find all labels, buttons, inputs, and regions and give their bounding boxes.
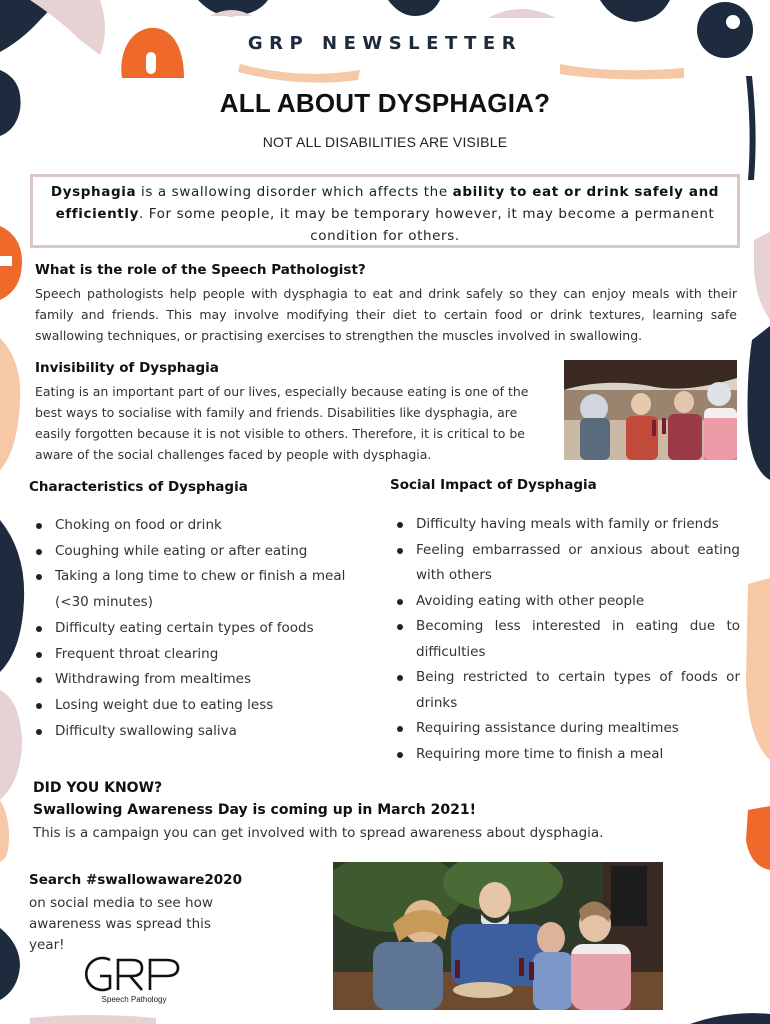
newsletter-label: GRP NEWSLETTER — [247, 33, 523, 54]
did-you-know-subheading: Swallowing Awareness Day is coming up in March 2021! — [33, 802, 476, 818]
did-you-know-body: This is a campaign you can get involved with to spread awareness about dysphagia. — [33, 825, 604, 841]
characteristics-heading: Characteristics of Dysphagia — [29, 479, 248, 495]
photo-friends-at-cafe — [333, 862, 663, 1010]
intro-text-2: . For some people, it may be temporary however, it may become a permanent condition for others. — [139, 206, 715, 244]
did-you-know-heading: DID YOU KNOW? — [33, 780, 163, 796]
list-item: Feeling embarrassed or anxious about eating with others — [390, 538, 740, 589]
intro-box — [30, 174, 740, 248]
list-item: Requiring assistance during mealtimes — [390, 716, 740, 742]
svg-text:Speech Pathology: Speech Pathology — [101, 995, 167, 1004]
list-item: Becoming less interested in eating due to difficulties — [390, 614, 740, 665]
social-impact-heading: Social Impact of Dysphagia — [390, 477, 597, 493]
intro-term: Dysphagia — [50, 184, 137, 200]
role-body: Speech pathologists help people with dysphagia to eat and drink safely so they can enjoy meals with their family and friends. This may involve modifying their diet to certain food or drink textures, learning safe swallowing techniques, or practising exercises to strengthen the muscles involved in swallowing. — [35, 286, 737, 343]
social-impact-list — [390, 512, 740, 767]
list-item: Avoiding eating with other people — [390, 589, 740, 615]
intro-emphasis: ability to eat or drink safely and efficiently — [55, 184, 720, 222]
list-item: Withdrawing from mealtimes — [29, 667, 364, 693]
search-hashtag-heading: Search #swallowaware2020 — [29, 872, 242, 888]
search-hashtag-body: on social media to see how awareness was spread this year! — [29, 895, 213, 953]
list-item: Choking on food or drink — [29, 513, 364, 539]
invisibility-body: Eating is an important part of our lives, especially because eating is one of the best ways to socialise with family and friends. Disabilities like dysphagia, are easily forgotten because it is not visible to others. Therefore, it is critical to be aware of the social challenges faced by people with dysphagia. — [35, 384, 529, 462]
grp-logo — [84, 952, 184, 1007]
list-item: Frequent throat clearing — [29, 642, 364, 668]
intro-text-1: is a swallowing disorder which affects the — [136, 184, 453, 200]
role-heading: What is the role of the Speech Pathologist? — [35, 262, 366, 278]
list-item: Difficulty swallowing saliva — [29, 719, 364, 745]
characteristics-list — [29, 513, 364, 744]
list-item: Coughing while eating or after eating — [29, 539, 364, 565]
page-title: ALL ABOUT DYSPHAGIA? — [219, 88, 551, 118]
list-item: Being restricted to certain types of foods or drinks — [390, 665, 740, 716]
list-item: Requiring more time to finish a meal — [390, 742, 740, 768]
page-subtitle: NOT ALL DISABILITIES ARE VISIBLE — [262, 134, 508, 150]
list-item: Losing weight due to eating less — [29, 693, 364, 719]
list-item: Taking a long time to chew or finish a meal (<30 minutes) — [29, 564, 364, 615]
list-item: Difficulty eating certain types of foods — [29, 616, 364, 642]
list-item: Difficulty having meals with family or friends — [390, 512, 740, 538]
photo-friends-dining-outdoor — [564, 360, 737, 460]
invisibility-heading: Invisibility of Dysphagia — [35, 360, 219, 376]
